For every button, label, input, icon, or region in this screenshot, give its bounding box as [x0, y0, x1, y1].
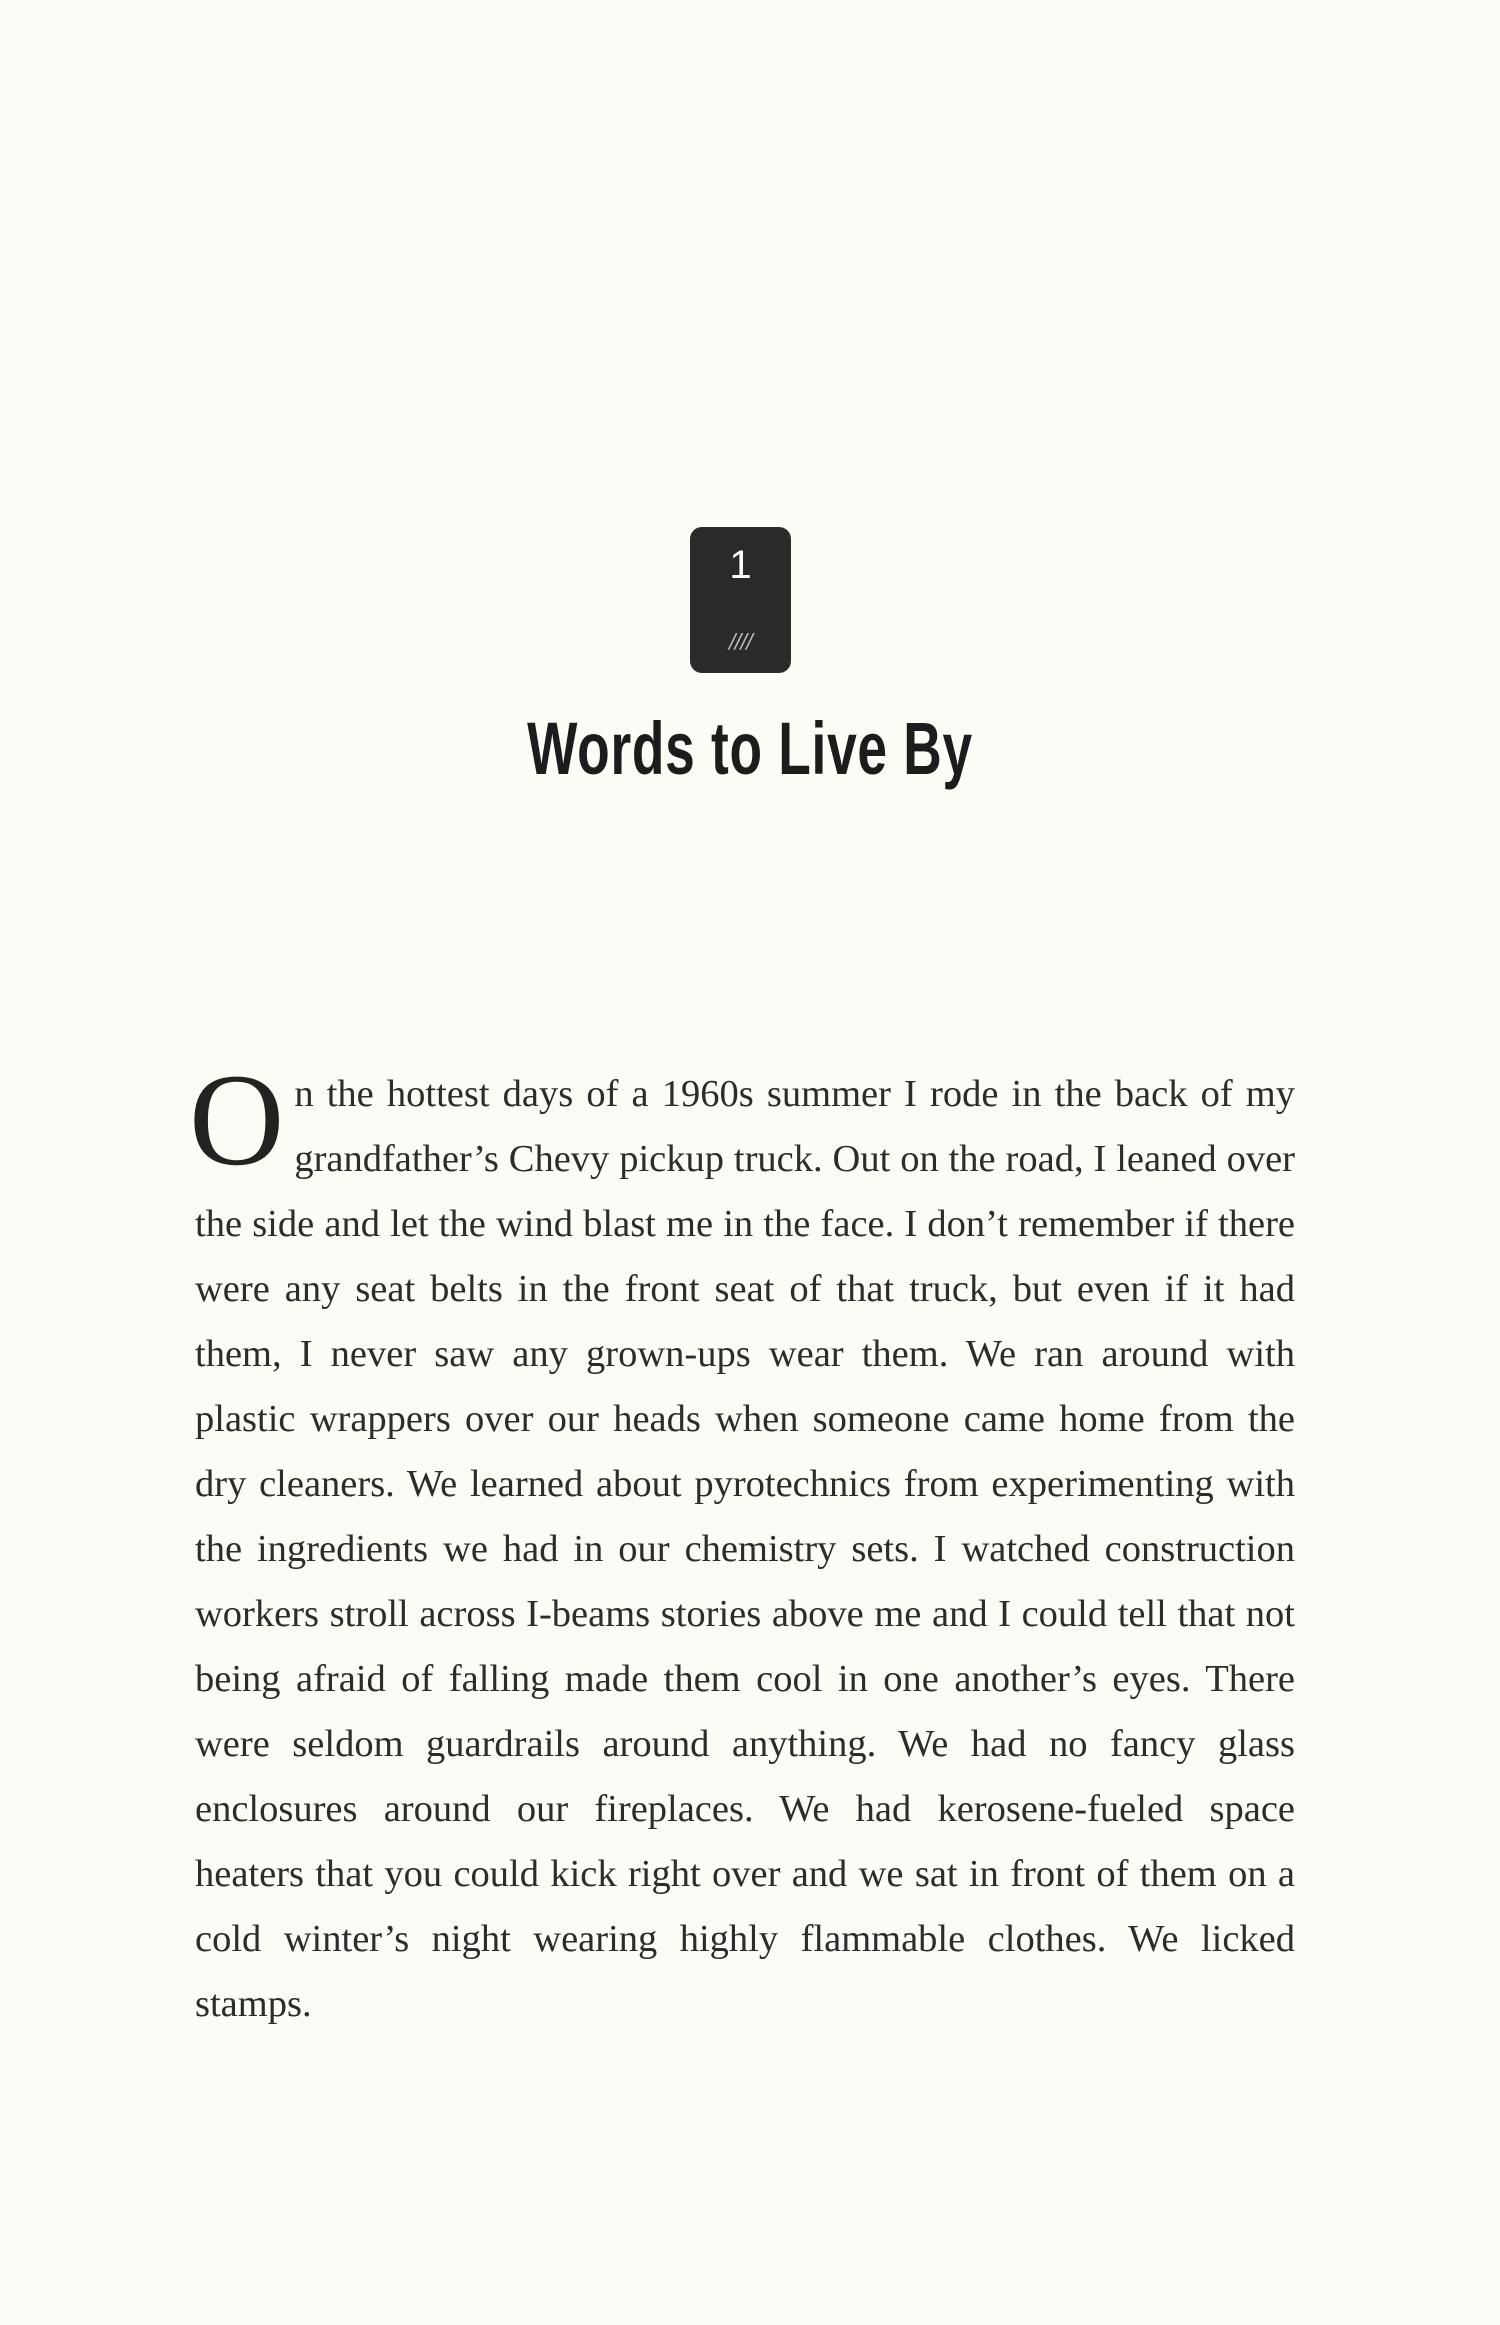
- drop-cap: O: [189, 1046, 285, 1193]
- chapter-hatch-ornament: ////: [729, 629, 752, 653]
- chapter-badge: [690, 527, 791, 673]
- chapter-number: 1: [729, 543, 752, 587]
- body-paragraph: [189, 1046, 1295, 2037]
- paragraph-text: n the hottest days of a 1960s summer I rode in the back of my grandfather’s Chevy pickup truck. Out on the road, I leaned over the side and let the wind blast me in the face. I don’t remember if there were any seat belts in the front seat of that truck, but even if it had them, I never saw any grown-ups wear them. We ran around with plastic wrappers over our heads when someone came home from the dry cleaners. We learned about pyrotechnics from experimenting with the ingredients we had in our chemistry sets. I watched construction workers stroll across I-beams stories above me and I could tell that not being afraid of falling made them cool in one another’s eyes. There were seldom guardrails around anything. We had no fancy glass enclosures around our fireplaces. We had kerosene-fueled space heaters that you could kick right over and we sat in front of them on a cold winter’s night wearing highly flammable clothes. We licked stamps.: [195, 1073, 1295, 2025]
- chapter-title: Words to Live By: [527, 707, 973, 790]
